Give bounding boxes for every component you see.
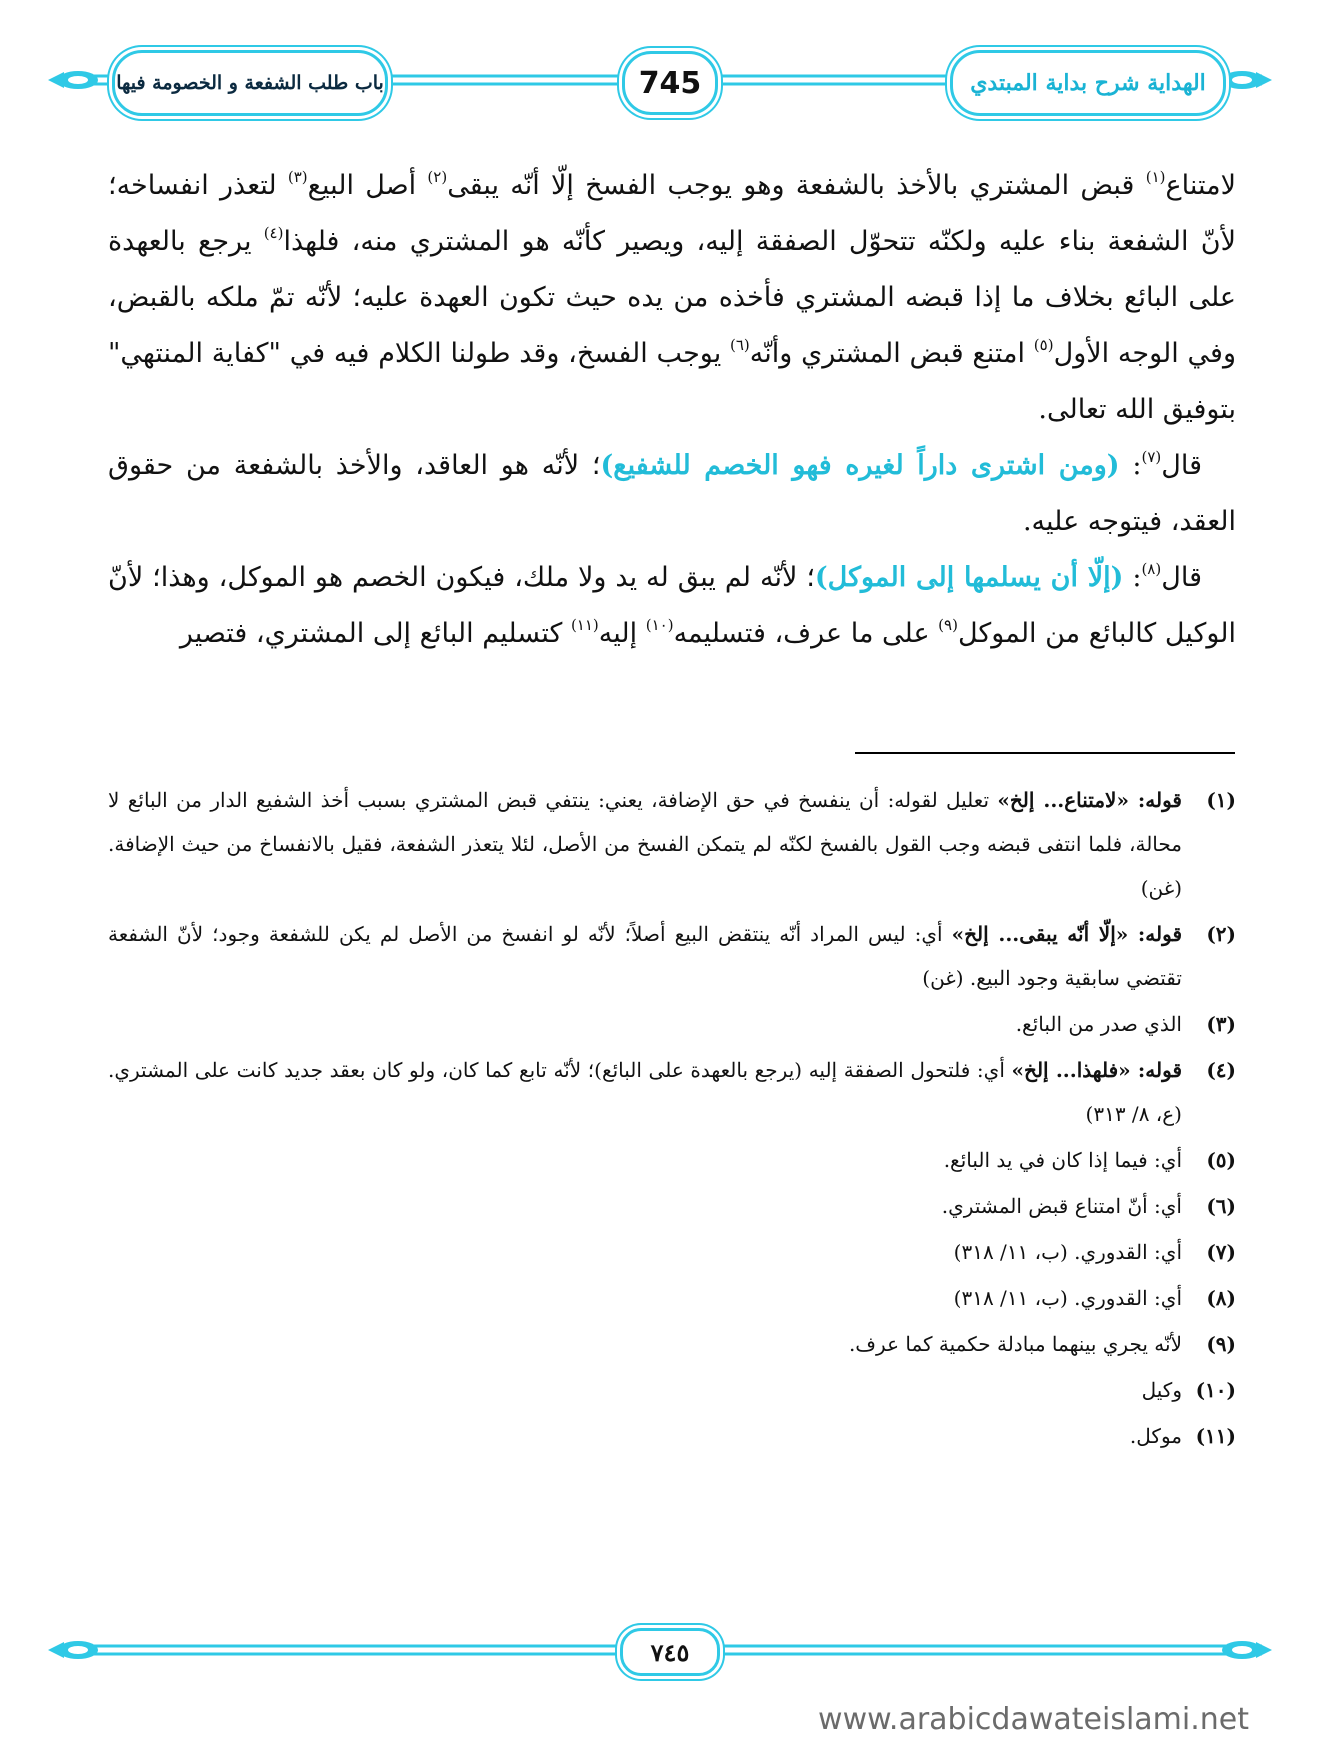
footnote-11 [108,1414,1236,1458]
text-run: أصل البيع [307,170,428,201]
footnote-keyword: قوله: «فلهذا... إلخ» [1011,1058,1183,1082]
footnote-2 [108,912,1236,1000]
footnote-8 [108,1276,1236,1320]
page-header [0,0,1319,140]
chapter-title: باب طلب الشفعة و الخصومة فيها [116,72,384,94]
text-run: يوجب الفسخ، وقد طولنا الكلام فيه في "كفاية المنتهي" بتوفيق الله تعالى. [108,338,1236,425]
footnote-number: (٣) [1206,1012,1236,1036]
footnote-number: (١٠) [1195,1378,1236,1402]
footnote-ref[interactable]: (٣) [287,168,308,186]
footnote-4 [108,1048,1236,1136]
website-url[interactable]: www.arabicdawateislami.net [818,1702,1249,1737]
footnote-body: تعليل لقوله: أن ينفسخ في حق الإضافة، يعني: ينتفي قبض المشتري بسبب أخذ الشفيع الدار من البائع لا محالة، فلما انتفى قبضه وجب القول بالفسخ لكنّه لم يتمكن الفسخ من الأصل، لئلا يتعذر الشفعة، فقيل بالانفساخ من حيث الإضافة. (غن) [108,788,1182,900]
text-run: ؛ لأنّه هو العاقد، والأخذ بالشفعة من حقوق العقد، فيتوجه عليه. [108,450,1236,537]
footnote-ref[interactable]: (٤) [263,224,284,242]
footnote-ref[interactable]: (٨) [1141,560,1162,578]
text-run: ؛ لأنّه لم يبق له يد ولا ملك، فيكون الخصم هو الموكل، وهذا؛ لأنّ الوكيل كالبائع من الموكل [108,562,1236,649]
page-footer [0,1620,1319,1680]
text-run: إليه [598,618,646,649]
footnote-text [108,912,1182,1000]
footer-page-number-cartouche [620,1628,720,1676]
footnote-number: (٩) [1206,1332,1236,1356]
text-run: قال [1161,562,1202,593]
footnote-number: (٥) [1206,1148,1236,1172]
footnote-body: وكيل [1141,1378,1182,1402]
page-number-cartouche [622,51,718,115]
footnote-text [108,1138,1182,1182]
footnote-divider [855,752,1235,754]
footnote-text [108,1230,1182,1274]
footnote-5 [108,1138,1236,1182]
footnote-7 [108,1230,1236,1274]
footnote-ref[interactable]: (١٠) [645,616,674,634]
footnote-ref[interactable]: (٢) [427,168,448,186]
footnote-ref[interactable]: (٩) [938,616,958,634]
footnote-keyword: قوله: «لامتناع... إلخ» [997,788,1182,812]
footer-page-number: ٧٤٥ [650,1637,690,1667]
footnote-body: أي: أنّ امتناع قبض المشتري. [941,1194,1182,1218]
footnote-ref[interactable]: (٥) [1033,336,1054,354]
footnote-ref[interactable]: (١) [1145,168,1166,186]
footnote-ref[interactable]: (٧) [1141,448,1162,466]
paragraph-3 [108,550,1236,662]
footnote-text [108,1414,1182,1458]
paragraph-2 [108,438,1236,550]
text-run: قال [1161,450,1202,481]
footnote-6 [108,1184,1236,1228]
footnote-text [108,1184,1182,1228]
footnote-body: موكل. [1129,1424,1182,1448]
chapter-title-cartouche [112,50,388,116]
footnote-9 [108,1322,1236,1366]
book-title-cartouche [950,50,1226,116]
footnote-3 [108,1002,1236,1046]
footnote-number: (١) [1206,788,1236,812]
footnote-ref[interactable]: (٦) [730,336,750,354]
footnote-number: (١١) [1195,1424,1236,1448]
footnote-10 [108,1368,1236,1412]
footnote-1 [108,778,1236,910]
footnote-number: (٦) [1206,1194,1236,1218]
paragraph-1 [108,158,1236,438]
footnote-body: أي: القدوري. (ب، ١١/ ٣١٨) [953,1240,1182,1264]
text-run: : [1119,450,1142,481]
footnote-keyword: قوله: «إلّا أنّه يبقى... إلخ» [951,922,1183,946]
footnote-body: الذي صدر من البائع. [1015,1012,1182,1036]
footnote-text [108,1276,1182,1320]
text-run: امتنع قبض المشتري وأنّه [749,338,1034,369]
footnote-body: أي: القدوري. (ب، ١١/ ٣١٨) [953,1286,1182,1310]
footnote-ref[interactable]: (١١) [570,616,599,634]
footnote-number: (٤) [1206,1058,1236,1082]
footnote-body: أي: فلتحول الصفقة إليه (يرجع بالعهدة على البائع)؛ لأنّه تابع كما كان، ولو كان بعقد جديد كانت على المشتري. (ع، ٨/ ٣١٣) [108,1058,1182,1126]
footnote-text [108,1002,1182,1046]
text-run: قبض المشتري بالأخذ بالشفعة وهو يوجب الفسخ إلّا أنّه يبقى [447,170,1146,201]
matn-highlight: (إلّا أن يسلمها إلى الموكل) [814,562,1124,593]
text-run: كتسليم البائع إلى المشتري، فتصير [179,618,571,649]
footnote-text [108,778,1182,910]
text-run: يرجع بالعهدة على البائع بخلاف ما إذا قبضه المشتري فأخذه من يده حيث تكون العهدة عليه؛ لأنّه تمّ ملكه بالقبض، وفي الوجه الأول [108,226,1236,369]
text-run: لتعذر انفساخه؛ لأنّ الشفعة بناء عليه ولكنّه تتحوّل الصفقة إليه، ويصير كأنّه هو المشتري منه، فلهذا [108,170,1236,257]
text-run: على ما عرف، فتسليمه [673,618,939,649]
footnote-body: أي: ليس المراد أنّه ينتقض البيع أصلاً؛ لأنّه لو انفسخ من الأصل لم يكن للشفعة وجود؛ لأنّ الشفعة تقتضي سابقية وجود البيع. (غن) [108,922,1182,990]
main-text [108,158,1236,662]
footnote-text [108,1048,1182,1136]
footnote-text [108,1368,1182,1412]
matn-highlight: (ومن اشترى داراً لغيره فهو الخصم للشفيع) [600,450,1120,481]
footnote-number: (٧) [1206,1240,1236,1264]
footnotes [108,778,1236,1460]
footnote-number: (٨) [1206,1286,1236,1310]
footnote-text [108,1322,1182,1366]
footnote-number: (٢) [1206,922,1236,946]
text-run: : [1123,562,1142,593]
page-number: 745 [638,65,702,101]
footnote-body: لأنّه يجري بينهما مبادلة حكمية كما عرف. [848,1332,1182,1356]
text-run: لامتناع [1165,170,1236,201]
footnote-body: أي: فيما إذا كان في يد البائع. [943,1148,1182,1172]
book-title: الهداية شرح بداية المبتدي [970,70,1206,96]
